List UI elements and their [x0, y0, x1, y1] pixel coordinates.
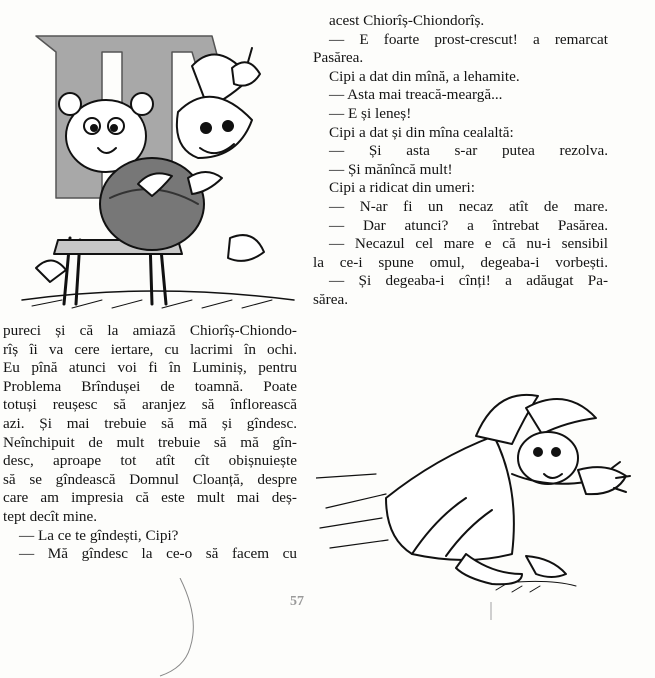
page-number: 57: [290, 594, 304, 609]
text-line: desc, aproape tot atît cît obișnuiește: [3, 452, 297, 470]
text-line: azi. Și mai trebuie să mă și gîndesc.: [3, 414, 297, 432]
dialogue-line: — Dar atunci? a întrebat Pasărea.: [329, 216, 608, 234]
text-line: rîș îi va cere iertare, cu lacrimi în ochi.: [3, 340, 297, 358]
print-mark: [490, 602, 492, 620]
text-line: care am impresia că este mult mai deș-: [3, 489, 297, 507]
text-line: sărea.: [313, 290, 348, 308]
dialogue-line: — La ce te gîndești, Cipi?: [19, 526, 179, 544]
text-line: Cipi a dat din mînă, a lehamite.: [329, 67, 520, 85]
dialogue-line: — Asta mai treacă-meargă...: [329, 86, 503, 104]
dialogue-line: — N-ar fi un necaz atît de mare.: [329, 197, 608, 215]
text-line: la ce-i spune omul, degeaba-i vorbești.: [313, 253, 608, 271]
dialogue-line: — E și leneș!: [329, 104, 412, 122]
stray-curve-mark: [150, 578, 210, 678]
text-line: Cipi a ridicat din umeri:: [329, 179, 475, 197]
text-line: Cipi a dat și din mîna cealaltă:: [329, 123, 514, 141]
text-line: Pasărea.: [313, 49, 364, 67]
text-line: pureci și că la amiază Chiorîș-Chiondo-: [3, 322, 297, 339]
running-character-illustration: [316, 378, 650, 602]
right-text-column: [313, 12, 608, 310]
drop-cap-illustration: [2, 8, 302, 314]
dialogue-line: — E foarte prost-crescut! a remarcat: [329, 30, 608, 48]
dialogue-line: — Și asta s-ar putea rezolva.: [329, 142, 608, 160]
text-line: să se gîndească Domnul Cloanță, despre: [3, 470, 297, 488]
dialogue-line: — Mă gîndesc la ce-o să facem cu: [19, 545, 297, 563]
text-line: Problema Brîndușei de toamnă. Poate: [3, 377, 297, 395]
left-text-column: [3, 322, 297, 564]
text-line: totuși reușesc să aranjez să înflorească: [3, 396, 297, 414]
text-line: Neînchipuit de mult trebuie să mă gîn-: [3, 433, 297, 451]
text-line: Eu pînă atunci voi fi în Luminiș, pentru: [3, 359, 297, 377]
dialogue-line: — Și degeaba-i cînți! a adăugat Pa-: [329, 272, 608, 290]
dialogue-line: — Necazul cel mare e că nu-i sensibil: [329, 235, 608, 253]
text-line: tept decît mine.: [3, 507, 98, 525]
dialogue-line: — Și mănîncă mult!: [329, 160, 453, 178]
text-line: acest Chiorîș-Chiondorîș.: [329, 12, 485, 29]
